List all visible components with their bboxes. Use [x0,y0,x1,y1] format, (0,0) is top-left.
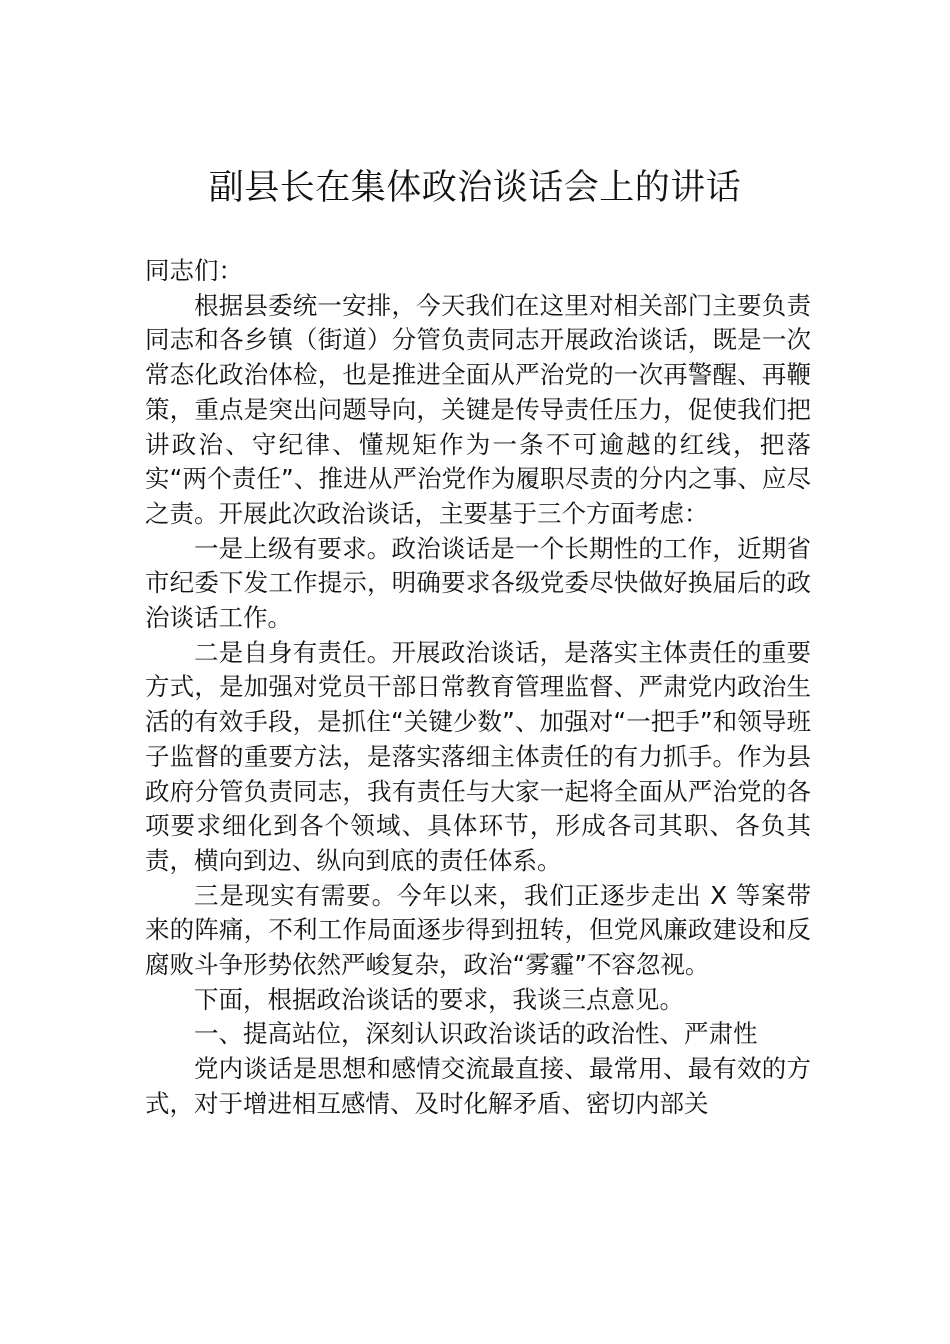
greeting: 同志们： [145,256,243,285]
paragraph-transition: 下面，根据政治谈话的要求，我谈三点意见。 [194,984,684,1014]
document-body [145,254,811,1122]
paragraph-point-3: 三是现实有需要。今年以来，我们正逐步走出 X 等案带来的阵痛，不利工作局面逐步得到扭转，但党风廉政建设和反腐败斗争形势依然严峻复杂，政治“雾霾”不容忽视。 [145,880,811,980]
section-heading-1: 一、提高站位，深刻认识政治谈话的政治性、严肃性 [194,1019,758,1049]
paragraph-intro: 根据县委统一安排，今天我们在这里对相关部门主要负责同志和各乡镇（街道）分管负责同志开展政治谈话，既是一次常态化政治体检，也是推进全面从严治党的一次再警醒、再鞭策，重点是突出问题导向，关键是传导责任压力，促使我们把讲政治、守纪律、懂规矩作为一条不可逾越的红线，把落实“两个责任”、推进从严治党作为履职尽责的分内之事、应尽之责。开展此次政治谈话，主要基于三个方面考虑： [145,290,811,528]
paragraph-section-1: 党内谈话是思想和感情交流最直接、最常用、最有效的方式，对于增进相互感情、及时化解矛盾、密切内部关 [145,1054,811,1118]
paragraph-point-2: 二是自身有责任。开展政治谈话，是落实主体责任的重要方式，是加强对党员干部日常教育管理监督、严肃党内政治生活的有效手段，是抓住“关键少数”、加强对“一把手”和领导班子监督的重要方法，是落实落细主体责任的有力抓手。作为县政府分管负责同志，我有责任与大家一起将全面从严治党的各项要求细化到各个领域、具体环节，形成各司其职、各负其责，横向到边、纵向到底的责任体系。 [145,637,811,875]
paragraph-point-1: 一是上级有要求。政治谈话是一个长期性的工作，近期省市纪委下发工作提示，明确要求各级党委尽快做好换届后的政治谈话工作。 [145,533,811,633]
document-title: 副县长在集体政治谈话会上的讲话 [208,168,742,208]
